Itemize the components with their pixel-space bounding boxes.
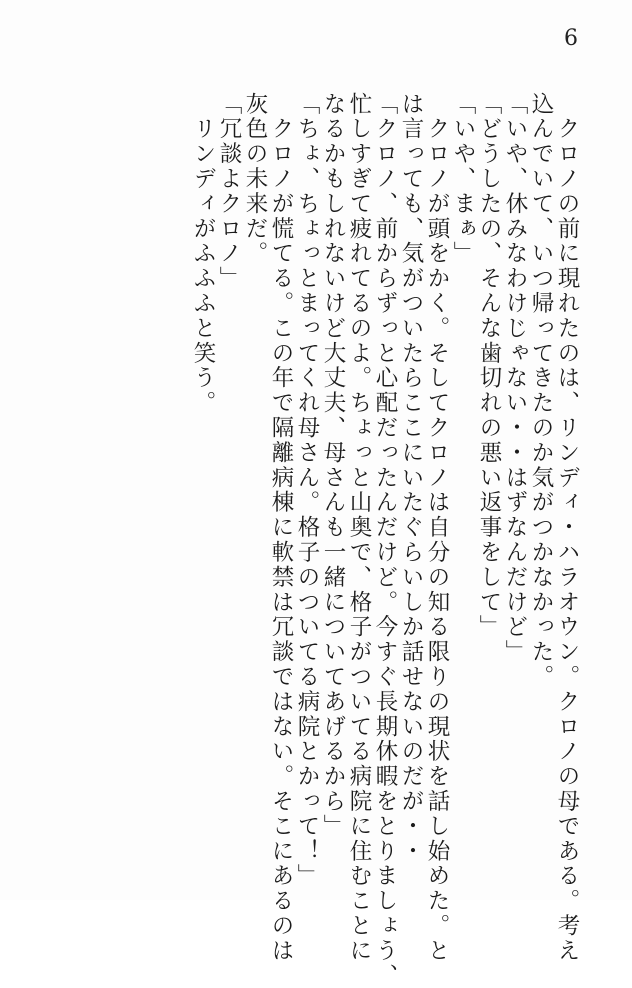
text-column: クロノが頭をかく。そしてクロノは自分の知る限りの現状を話し始めた。と [424, 92, 450, 964]
text-column: なるかもしれないけど大丈夫、母さんも一緒についてあげるから」 [320, 92, 346, 839]
text-column: 「冗談よクロノ」 [216, 92, 242, 292]
vertical-text-body [140, 92, 580, 988]
text-column: 込んでいて、いつ帰ってきたのか気がつかなかった。 [528, 92, 554, 690]
text-column: 「いや、休みなわけじゃない・・はずなんだけど」 [502, 92, 528, 665]
text-column: 忙しすぎて疲れてるのよ。ちょっと山奥で、格子がついてる病院に住むことに [346, 92, 372, 964]
text-column: リンディがふふふと笑う。 [190, 92, 216, 416]
text-column: クロノが慌てる。この年で隔離病棟に軟禁は冗談ではない。そこにあるのは [268, 92, 294, 964]
text-column: 「いや、まぁ」 [450, 92, 476, 267]
text-column: 灰色の未来だ。 [242, 92, 268, 267]
text-column: 「クロノ、前からずっと心配だったんだけど。今すぐ長期休暇をとりましょう、 [372, 92, 398, 988]
page-number: 6 [564, 26, 578, 51]
text-column: クロノの前に現れたのは、リンディ・ハラオウン。クロノの母である。考え [554, 92, 580, 964]
text-column: 「どうしたの、そんな歯切れの悪い返事をして」 [476, 92, 502, 640]
text-column: は言っても、気がついたらここにいたぐらいしか話せないのだが・・ [398, 92, 424, 864]
text-column: 「ちょ、ちょっとまってくれ母さん。格子のついてる病院とかって！」 [294, 92, 320, 889]
